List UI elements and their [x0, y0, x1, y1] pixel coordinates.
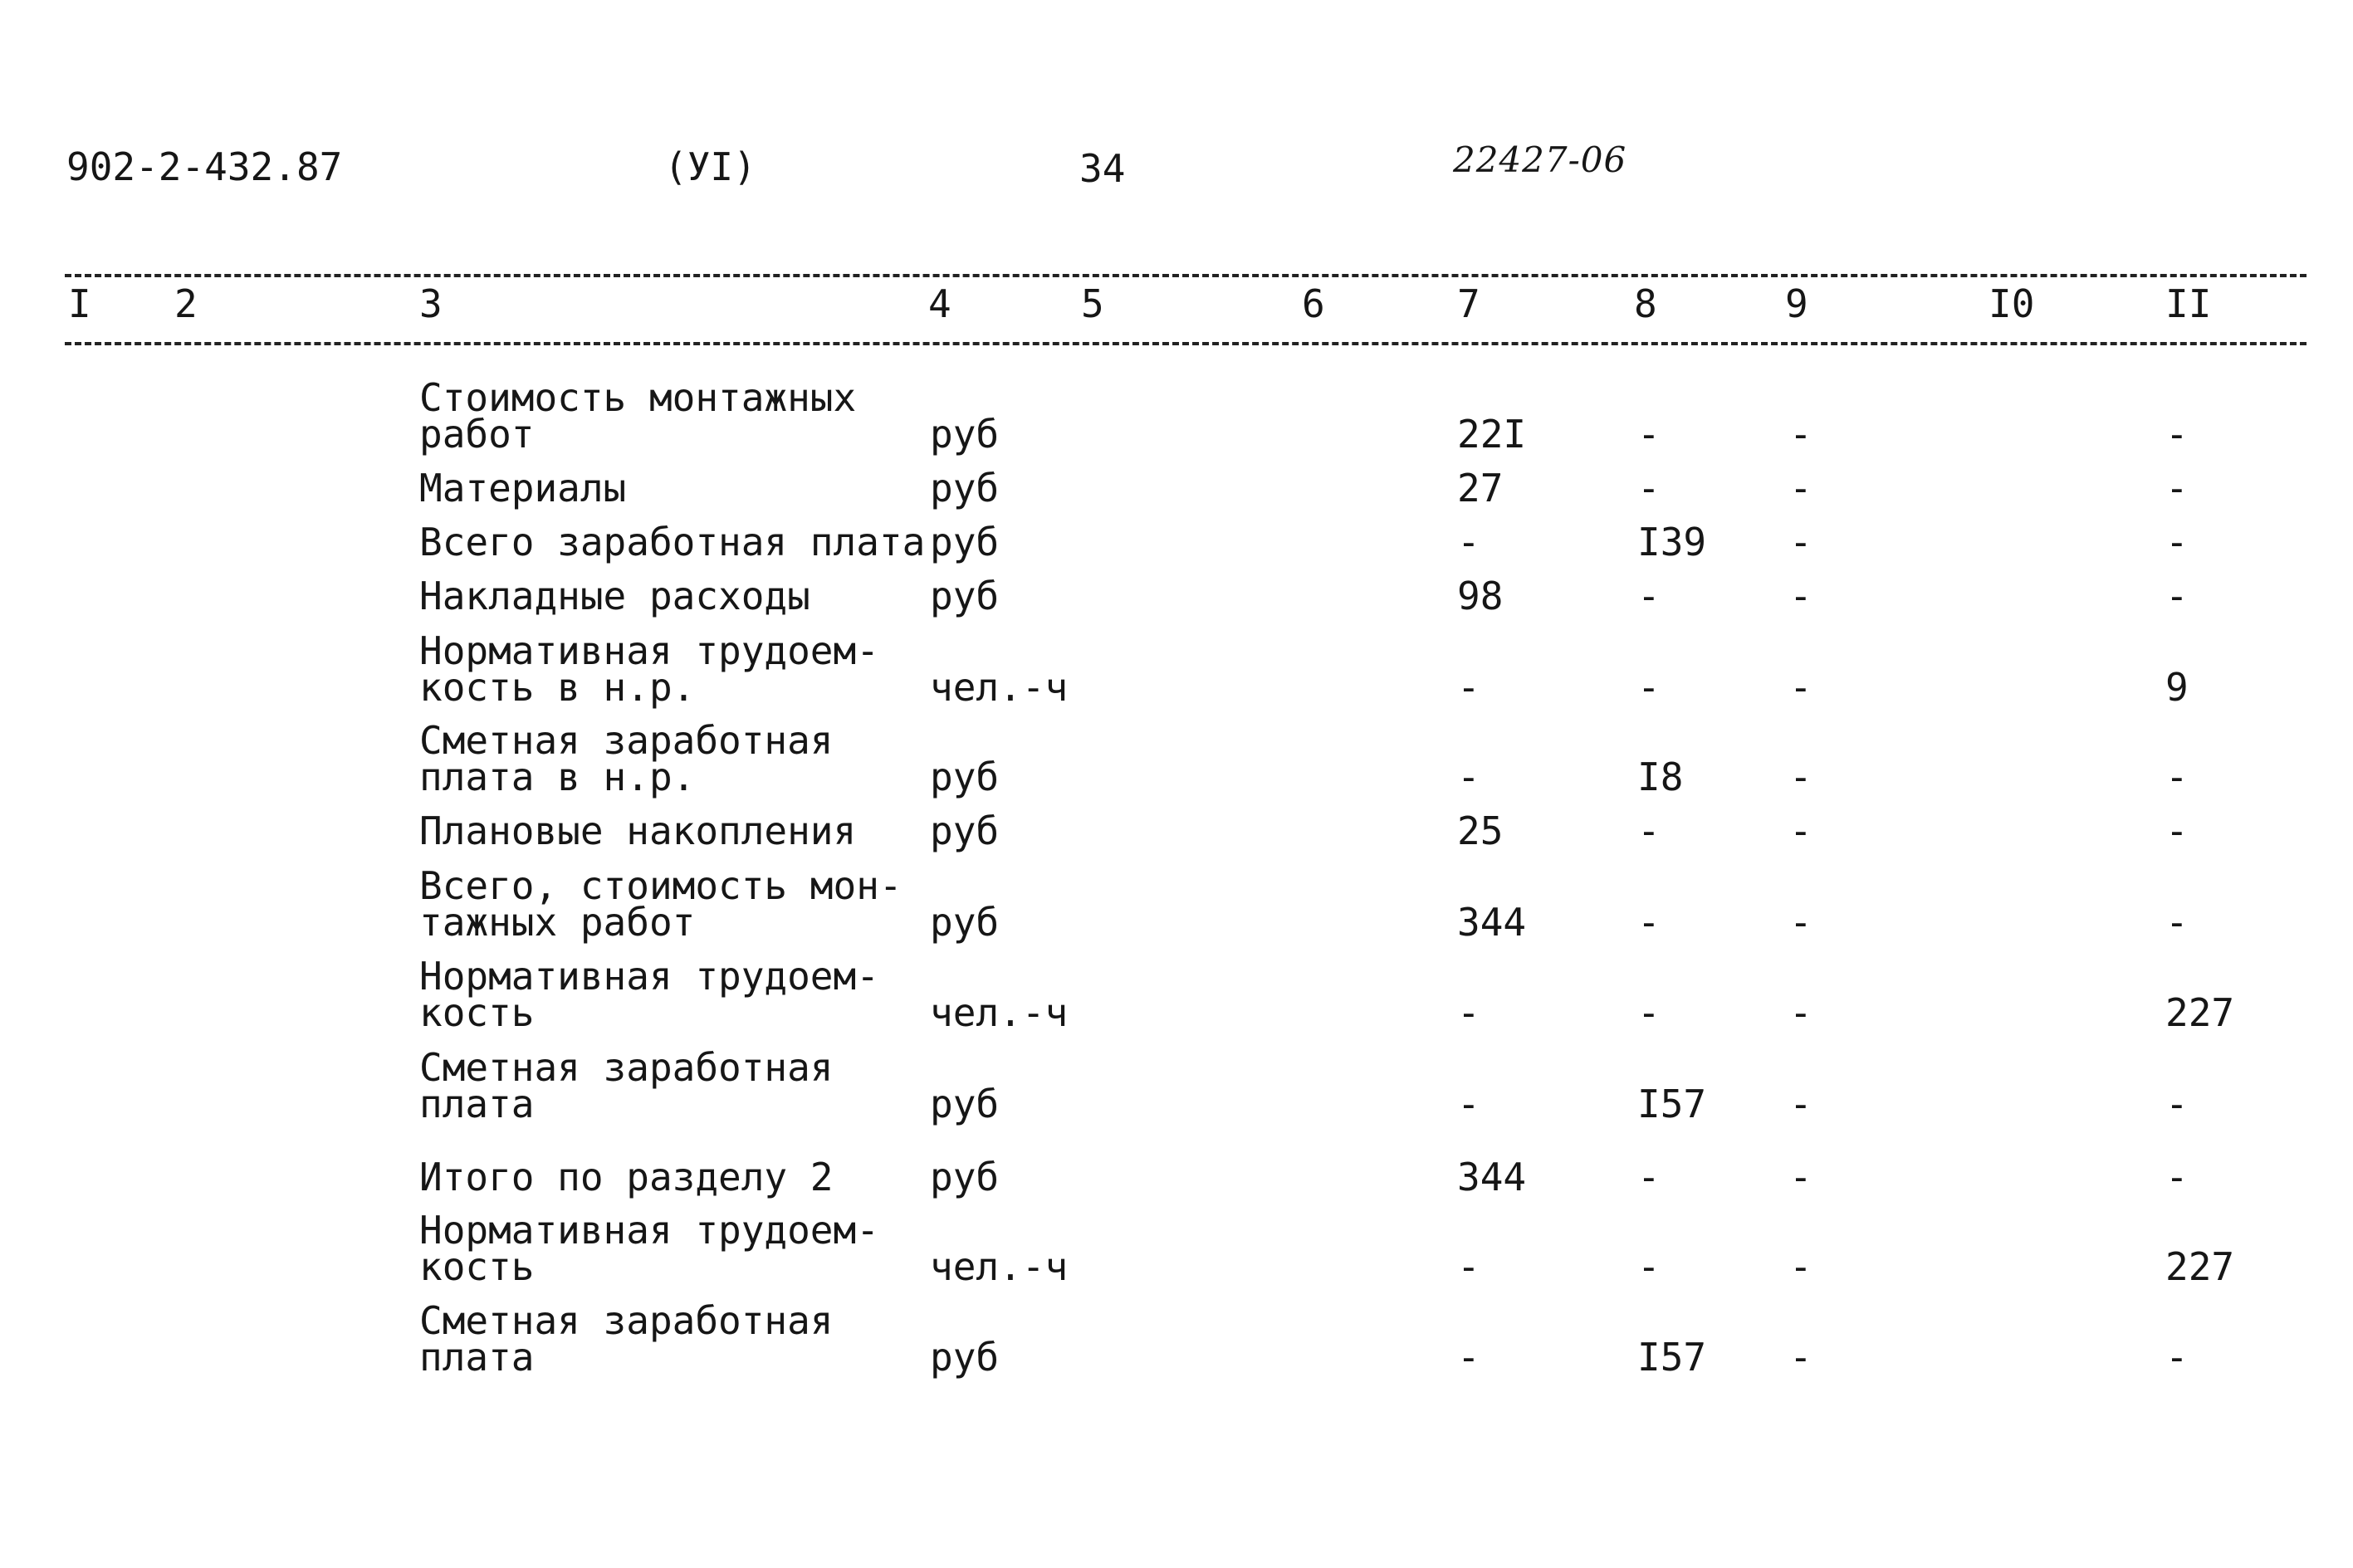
row-col7: - — [1457, 665, 1480, 710]
document-number: 902-2-432.87 — [66, 144, 343, 189]
row-col7: - — [1457, 990, 1480, 1035]
row-col11: 227 — [2165, 1244, 2235, 1289]
row-unit: чел.-ч — [930, 990, 1069, 1035]
column-number-10: I0 — [1989, 281, 2035, 326]
row-col7: - — [1457, 1082, 1480, 1126]
row-col11: - — [2165, 1335, 2189, 1380]
row-col9: - — [1789, 1155, 1812, 1199]
column-number-9: 9 — [1785, 281, 1808, 326]
row-col9: - — [1789, 755, 1812, 799]
table-header-dashed-rule — [65, 342, 2307, 345]
row-col7: 25 — [1457, 808, 1504, 853]
row-col9: - — [1789, 990, 1812, 1035]
row-col7: 344 — [1457, 1155, 1527, 1199]
row-name: Накладные расходы — [419, 574, 810, 618]
row-col8: - — [1637, 665, 1661, 710]
row-name: Сметная заработная плата — [419, 1298, 834, 1380]
row-col9: - — [1789, 900, 1812, 945]
column-number-7: 7 — [1457, 281, 1480, 326]
row-col8: - — [1637, 1155, 1661, 1199]
row-unit: руб — [930, 1155, 1000, 1199]
row-col9: - — [1789, 1244, 1812, 1289]
row-col7: 98 — [1457, 574, 1504, 618]
column-number-6: 6 — [1302, 281, 1325, 326]
row-col7: - — [1457, 520, 1480, 564]
row-col8: I57 — [1637, 1335, 1707, 1380]
row-col9: - — [1789, 808, 1812, 853]
row-col7: 344 — [1457, 900, 1527, 945]
row-col9: - — [1789, 1335, 1812, 1380]
page-number: 34 — [1079, 146, 1126, 191]
row-name: Плановые накопления — [419, 808, 857, 853]
row-col7: - — [1457, 1244, 1480, 1289]
column-number-1: I — [68, 281, 91, 326]
row-unit: руб — [930, 412, 1000, 457]
row-name: Всего заработная плата — [419, 520, 926, 564]
row-col8: - — [1637, 990, 1661, 1035]
column-number-11: II — [2165, 281, 2212, 326]
row-col11: - — [2165, 808, 2189, 853]
row-col11: - — [2165, 1082, 2189, 1126]
column-number-4: 4 — [928, 281, 951, 326]
row-unit: руб — [930, 808, 1000, 853]
row-col11: 9 — [2165, 665, 2189, 710]
row-col7: - — [1457, 755, 1480, 799]
row-name: Сметная заработная плата в н.р. — [419, 718, 834, 799]
row-col8: - — [1637, 1244, 1661, 1289]
column-number-5: 5 — [1081, 281, 1104, 326]
row-unit: чел.-ч — [930, 1244, 1069, 1289]
row-col7: 22I — [1457, 412, 1527, 457]
row-col9: - — [1789, 574, 1812, 618]
row-unit: руб — [930, 466, 1000, 510]
row-col11: 227 — [2165, 990, 2235, 1035]
row-col8: I57 — [1637, 1082, 1707, 1126]
row-col8: - — [1637, 574, 1661, 618]
row-name: Материалы — [419, 466, 627, 510]
row-unit: руб — [930, 520, 1000, 564]
row-col8: - — [1637, 900, 1661, 945]
row-unit: руб — [930, 1335, 1000, 1380]
row-col11: - — [2165, 1155, 2189, 1199]
column-number-2: 2 — [174, 281, 198, 326]
column-number-3: 3 — [419, 281, 443, 326]
row-name: Сметная заработная плата — [419, 1045, 834, 1126]
row-col9: - — [1789, 466, 1812, 510]
row-col11: - — [2165, 574, 2189, 618]
row-col8: I8 — [1637, 755, 1684, 799]
row-col11: - — [2165, 900, 2189, 945]
table-top-dashed-rule — [65, 274, 2307, 277]
section-part-label: (УI) — [664, 144, 756, 189]
row-col8: - — [1637, 466, 1661, 510]
row-col8: I39 — [1637, 520, 1707, 564]
column-number-8: 8 — [1634, 281, 1657, 326]
row-col9: - — [1789, 1082, 1812, 1126]
row-col11: - — [2165, 755, 2189, 799]
row-name: Стоимость монтажных работ — [419, 375, 857, 457]
row-col9: - — [1789, 665, 1812, 710]
handwritten-code: 22427-06 — [1453, 139, 1627, 180]
row-unit: руб — [930, 574, 1000, 618]
row-col9: - — [1789, 520, 1812, 564]
row-unit: руб — [930, 1082, 1000, 1126]
row-name: Нормативная трудоем- кость в н.р. — [419, 628, 879, 710]
row-unit: руб — [930, 900, 1000, 945]
row-col9: - — [1789, 412, 1812, 457]
row-name: Всего, стоимость мон- тажных работ — [419, 863, 903, 945]
row-name: Нормативная трудоем- кость — [419, 954, 879, 1035]
row-col11: - — [2165, 466, 2189, 510]
row-unit: чел.-ч — [930, 665, 1069, 710]
row-col11: - — [2165, 412, 2189, 457]
row-name: Нормативная трудоем- кость — [419, 1208, 879, 1289]
row-col7: 27 — [1457, 466, 1504, 510]
row-col11: - — [2165, 520, 2189, 564]
row-name: Итого по разделу 2 — [419, 1155, 834, 1199]
row-col7: - — [1457, 1335, 1480, 1380]
row-col8: - — [1637, 412, 1661, 457]
row-col8: - — [1637, 808, 1661, 853]
row-unit: руб — [930, 755, 1000, 799]
